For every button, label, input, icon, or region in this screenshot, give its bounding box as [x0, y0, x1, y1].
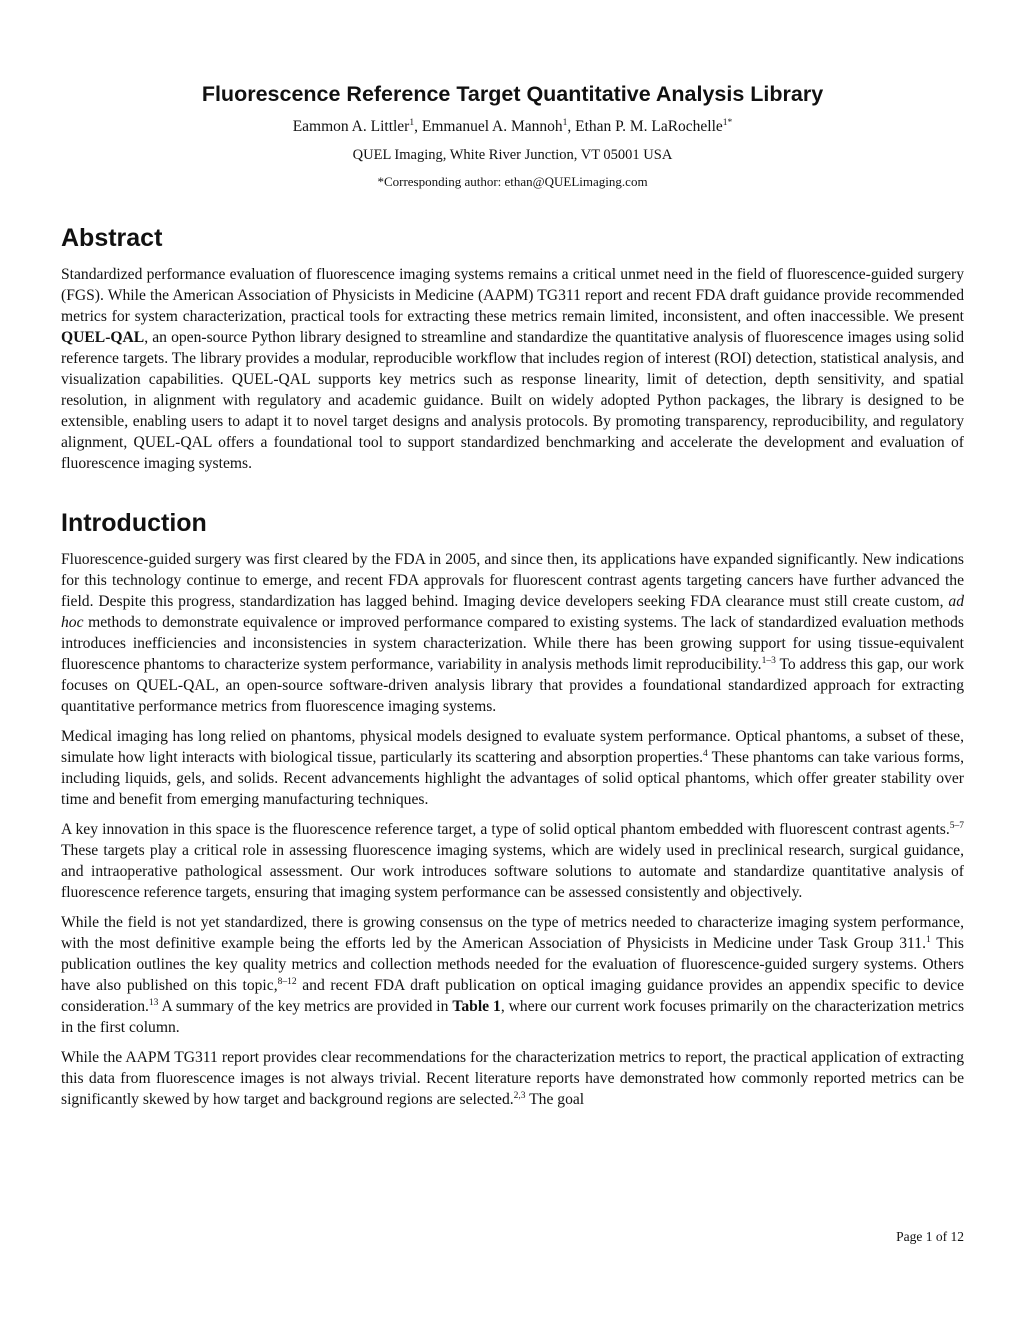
- paragraph-text: These targets play a critical role in assessing fluorescence imaging systems, which are widely used in preclinical research, surgical guidance, and intraoperative pathological assessment. Our work introduces software solutions to automate and standardize quantitative analysis of fluorescence reference targets, ensuring that imaging system performance can be assessed consistently and objectively.: [61, 842, 964, 901]
- paragraph-text: A key innovation in this space is the fluorescence reference target, a type of solid optical phantom embedded with fluorescent contrast agents.: [61, 821, 950, 838]
- introduction-heading: Introduction: [61, 509, 207, 537]
- paragraph-text: The goal: [525, 1091, 585, 1108]
- author-2-affil: 1: [562, 117, 568, 128]
- citation: 8–12: [277, 976, 297, 987]
- author-separator: ,: [567, 118, 576, 135]
- table-reference: Table 1: [452, 998, 501, 1015]
- abstract-text: , an open-source Python library designed to streamline and standardize the quantitative analysis of fluorescence images using solid reference targets. The library provides a modular, reproducible workflow that includes region of interest (ROI) detection, statistical analysis, and visualization capabilities. QUEL-QAL supports key metrics such as response linearity, limit of detection, depth sensitivity, and spatial resolution, in alignment with regulatory and academic guidance. Built on widely adopted Python packages, the library is designed to be extensible, enabling users to adapt it to novel target designs and analysis protocols. By promoting transparency, reproducibility, and regulatory alignment, QUEL-QAL offers a foundational tool to support standardized benchmarking and accelerate the development and evaluation of fluorescence imaging systems.: [61, 329, 964, 472]
- paragraph-text: and recent FDA draft publication on optical imaging guidance provides an appendix specific to device consideration.: [61, 977, 964, 1015]
- citation: 13: [148, 997, 159, 1008]
- intro-paragraph-2: [61, 726, 964, 810]
- citation: 1: [925, 934, 931, 945]
- intro-paragraph-4: [61, 912, 964, 1038]
- author-list: [61, 116, 964, 138]
- citation: 2,3: [513, 1090, 526, 1101]
- author-separator: ,: [414, 118, 422, 135]
- abstract-paragraph: [61, 264, 964, 474]
- paragraph-text: While the field is not yet standardized, there is growing consensus on the type of metrics needed to characterize imaging system performance, with the most definitive example being the efforts led by the American Association of Physicists in Medicine under Task Group 311.: [61, 914, 964, 952]
- author-3: Ethan P. M. LaRochelle: [575, 118, 723, 135]
- author-1-affil: 1: [409, 117, 415, 128]
- citation: 1–3: [761, 655, 776, 666]
- paragraph-text: These phantoms can take various forms, including liquids, gels, and solids. Recent advancements highlight the advantages of solid optical phantoms, which offer greater stability over time and benefit from emerging manufacturing techniques.: [61, 749, 964, 808]
- author-2: Emmanuel A. Mannoh: [421, 118, 563, 135]
- intro-paragraph-5: [61, 1047, 964, 1110]
- page-number: Page 1 of 12: [896, 1229, 964, 1244]
- library-name: QUEL-QAL: [61, 329, 145, 346]
- intro-paragraph-1: [61, 549, 964, 717]
- paragraph-text: Fluorescence-guided surgery was first cleared by the FDA in 2005, and since then, its applications have expanded significantly. New indications for this technology continue to emerge, and recent FDA approvals for fluorescent contrast agents targeting cancers have further advanced the field. Despite this progress, standardization has lagged behind. Imaging device developers seeking FDA clearance must still create custom,: [61, 551, 964, 610]
- abstract-text: Standardized performance evaluation of fluorescence imaging systems remains a critical unmet need in the field of fluorescence-guided surgery (FGS). While the American Association of Physicists in Medicine (AAPM) TG311 report and recent FDA draft guidance provide recommended metrics for system characterization, practical tools for extracting these metrics remain limited, inconsistent, and often inaccessible. We present: [61, 266, 964, 325]
- citation: 4: [703, 748, 708, 759]
- corresponding-author: *Corresponding author: ethan@QUELimaging.com: [377, 174, 648, 189]
- paragraph-text: A summary of the key metrics are provided in: [158, 998, 453, 1015]
- author-1: Eammon A. Littler: [292, 118, 410, 135]
- paragraph-text: Medical imaging has long relied on phantoms, physical models designed to evaluate system performance. Optical phantoms, a subset of these, simulate how light interacts with biological tissue, particularly its scattering and absorption properties.: [61, 728, 964, 766]
- intro-paragraph-3: [61, 819, 964, 903]
- paragraph-text: , where our current work focuses primarily on the characterization metrics in the first column.: [61, 998, 965, 1036]
- citation: 5–7: [949, 820, 964, 831]
- abstract-heading: Abstract: [61, 224, 163, 252]
- paragraph-text: This publication outlines the key quality metrics and collection methods needed for the evaluation of fluorescence-guided surgery systems. Others have also published on this topic,: [61, 935, 964, 994]
- paragraph-text: While the AAPM TG311 report provides clear recommendations for the characterization metrics to report, the practical application of extracting this data from fluorescence images is not always trivial. Recent literature reports have demonstrated how commonly reported metrics can be significantly skewed by how target and background regions are selected.: [61, 1049, 964, 1108]
- paragraph-text: To address this gap, our work focuses on QUEL-QAL, an open-source software-driven analysis library that provides a foundational standardized approach for extracting quantitative performance metrics from fluorescence imaging systems.: [61, 656, 965, 715]
- italic-term: ad hoc: [61, 593, 964, 631]
- affiliation: QUEL Imaging, White River Junction, VT 05001 USA: [352, 147, 673, 163]
- author-3-affil: 1*: [722, 117, 733, 128]
- paragraph-text: methods to demonstrate equivalence or improved performance compared to existing systems. The lack of standardized evaluation methods introduces inefficiencies and inconsistencies in system characterization. While there has been growing support for using tissue-equivalent fluorescence phantoms to characterize system performance, variability in analysis methods limit reproducibility.: [61, 614, 964, 673]
- paper-page: [61, 80, 964, 1110]
- paper-title: Fluorescence Reference Target Quantitative Analysis Library: [201, 82, 824, 106]
